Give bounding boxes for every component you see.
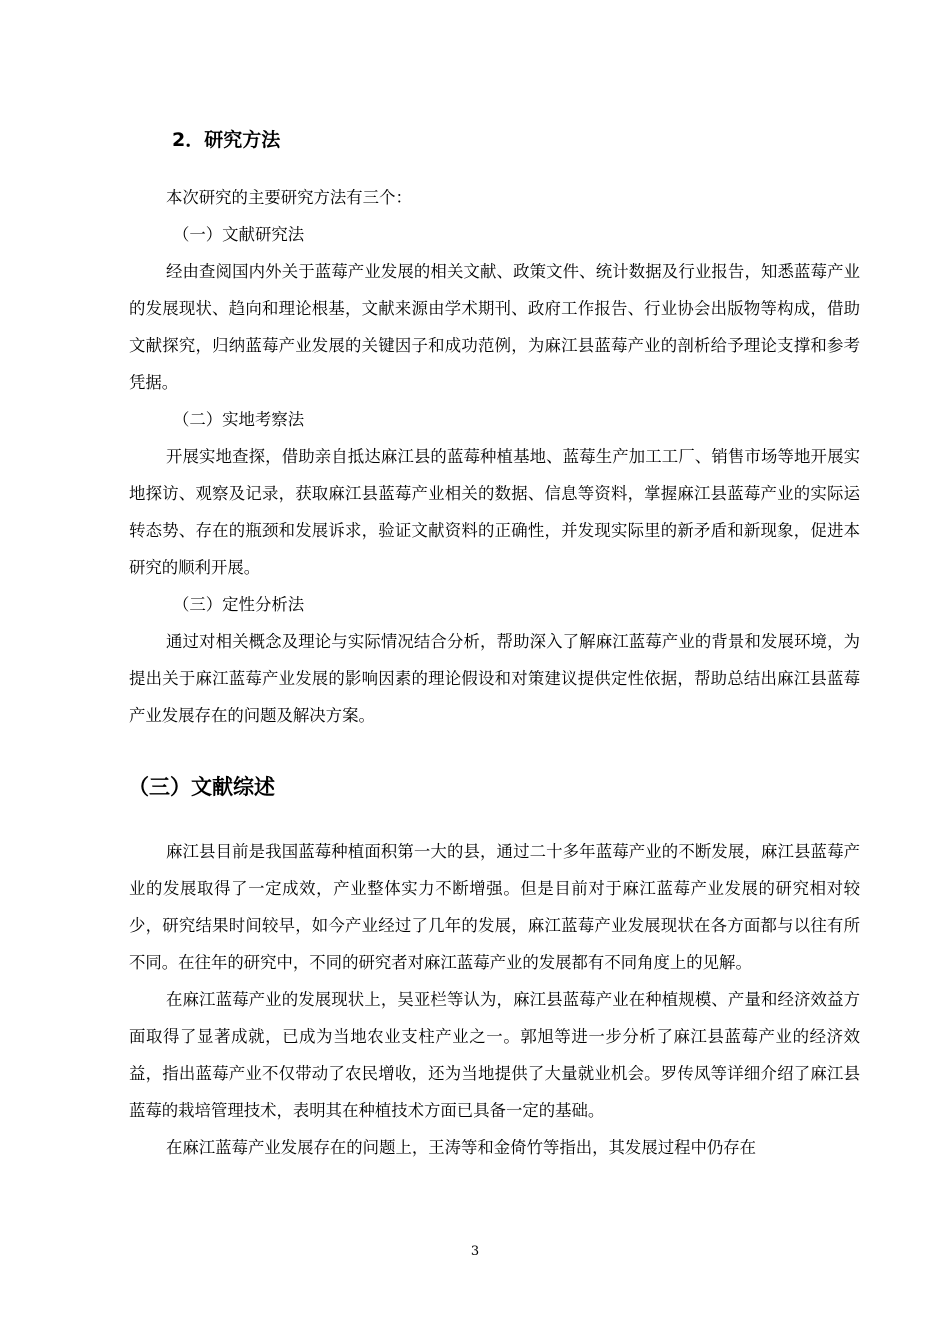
method1-body: 经由查阅国内外关于蓝莓产业发展的相关文献、政策文件、统计数据及行业报告，知悉蓝莓产业的发展现状、趋向和理论根基，文献来源由学术期刊、政府工作报告、行业协会出版物等构成，借助文献探究，归纳蓝莓产业发展的关键因子和成功范例，为麻江县蓝莓产业的剖析给予理论支撑和参考凭据。 xyxy=(129,262,860,392)
section-heading-research-method: 2．研究方法 xyxy=(172,129,281,151)
review-paragraph-3: 在麻江蓝莓产业发展存在的问题上，王涛等和金倚竹等指出，其发展过程中仍存在 xyxy=(166,1138,757,1157)
method3-title: （三）定性分析法 xyxy=(173,595,305,614)
section-heading-literature-review: （三）文献综述 xyxy=(128,775,275,799)
method3-body: 通过对相关概念及理论与实际情况结合分析，帮助深入了解麻江蓝莓产业的背景和发展环境，为提出关于麻江蓝莓产业发展的影响因素的理论假设和对策建议提供定性依据，帮助总结出麻江县蓝莓产业发展存在的问题及解决方案。 xyxy=(129,632,860,725)
review-paragraph-2: 在麻江蓝莓产业的发展现状上，吴亚栏等认为，麻江县蓝莓产业在种植规模、产量和经济效益方面取得了显著成就，已成为当地农业支柱产业之一。郭旭等进一步分析了麻江县蓝莓产业的经济效益，指出蓝莓产业不仅带动了农民增收，还为当地提供了大量就业机会。罗传凤等详细介绍了麻江县蓝莓的栽培管理技术，表明其在种植技术方面已具备一定的基础。 xyxy=(129,990,860,1120)
method1-title: （一）文献研究法 xyxy=(173,225,305,244)
review-paragraph-1: 麻江县目前是我国蓝莓种植面积第一大的县，通过二十多年蓝莓产业的不断发展，麻江县蓝莓产业的发展取得了一定成效，产业整体实力不断增强。但是目前对于麻江蓝莓产业发展的研究相对较少，研究结果时间较早，如今产业经过了几年的发展，麻江蓝莓产业发展现状在各方面都与以往有所不同。在往年的研究中，不同的研究者对麻江蓝莓产业的发展都有不同角度上的见解。 xyxy=(129,842,860,972)
method-intro: 本次研究的主要研究方法有三个： xyxy=(166,188,412,207)
page-number: 3 xyxy=(470,1244,480,1259)
method2-title: （二）实地考察法 xyxy=(173,410,305,429)
research-method-content xyxy=(129,179,860,734)
method2-body: 开展实地查探，借助亲自抵达麻江县的蓝莓种植基地、蓝莓生产加工工厂、销售市场等地开展实地探访、观察及记录，获取麻江县蓝莓产业相关的数据、信息等资料，掌握麻江县蓝莓产业的实际运转态势、存在的瓶颈和发展诉求，验证文献资料的正确性，并发现实际里的新矛盾和新现象，促进本研究的顺利开展。 xyxy=(129,447,860,577)
literature-review-content xyxy=(129,833,860,1166)
